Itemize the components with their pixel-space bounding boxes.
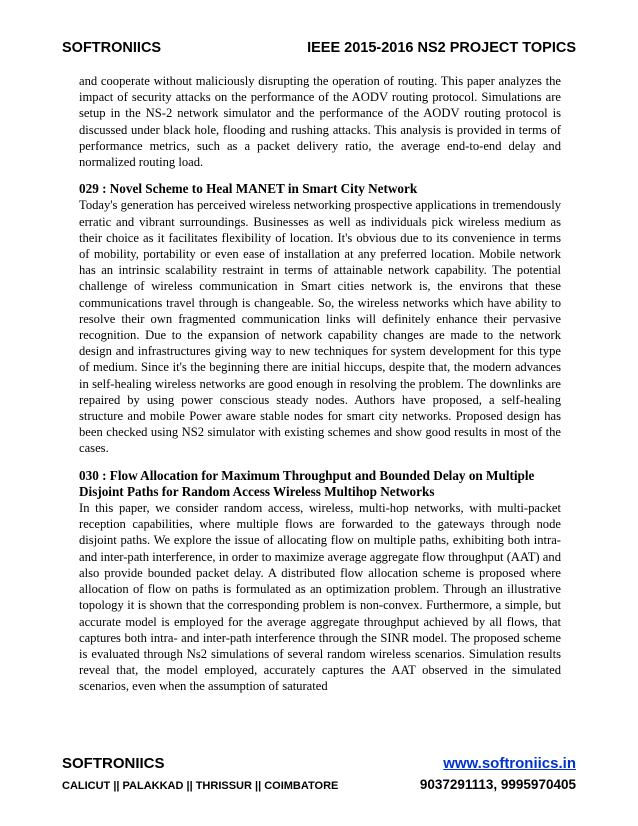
item-030-body: In this paper, we consider random access, wireless, multi-hop networks, with multi-packet reception capabilities, where multiple flows are forwarded to the gateways through node disjoint paths. We explore the issue of allocating flow on multiple paths, exhibiting both intra- and inter-path interference, in order to maximize average aggregate flow throughput (AAT) and also provide bounded packet delay. A distributed flow allocation scheme is proposed where allocation of flow on paths is formulated as an optimization problem. Through an illustrative topology it is shown that the corresponding problem is non-convex. Furthermore, a simple, but accurate model is employed for the average aggregate throughput achieved by all flows, that captures both intra- and inter-path interference through the SINR model. The proposed scheme is evaluated through Ns2 simulations of several random wireless scenarios. Simulation results reveal that, the model employed, accurately captures the AAT observed in the simulated scenarios, even when the assumption of saturated [79, 501, 561, 694]
item-030-title: 030 : Flow Allocation for Maximum Throughput and Bounded Delay on Multiple Disjoint Paths for Random Access Wireless Multihop Networks [79, 467, 535, 499]
intro-paragraph: and cooperate without maliciously disrupting the operation of routing. This paper analyzes the impact of security attacks on the performance of the AODV routing protocol. Simulations are setup in the NS-2 network simulator and the performance of the AODV routing protocol is discussed under black hole, flooding and rushing attacks. This analysis is provided in terms of performance metrics, such as a packet delivery ratio, the average end-to-end delay and normalized routing load. [79, 74, 561, 170]
page-footer [62, 755, 576, 805]
page-header [62, 40, 576, 62]
website-link[interactable]: www.softroniics.in [443, 755, 576, 772]
header-title: IEEE 2015-2016 NS2 PROJECT TOPICS [307, 40, 576, 56]
footer-phones: 9037291113, 9995970405 [419, 777, 576, 792]
header-brand: SOFTRONIICS [62, 40, 162, 56]
item-029-body: Today's generation has perceived wireless networking prospective applications in tremendously erratic and vibrant surroundings. Businesses as well as individuals pick wireless medium as their choice as it facilitates flexibility of location. It's obvious due to its convenience in terms of mobility, portability or even ease of installation at any preferred location. Mobile network has an intrinsic scalability restraint in terms of attainable network capability. The potential challenge of wireless communication in Smart cities network is, the environs that these communications travel through is changeable. So, the wireless networks which have ability to resolve their own fragmented communication links will definitely enhance their pervasive recognition. Due to the expansion of network capability changes are made to the network design and infrastructures giving way to new techniques for system development for this type of medium. Since it's the beginning there are initial hiccups, despite that, the modern advances in self-healing wireless networks are good enough in resolving the problem. The downlinks are repaired by using power conscious steady nodes. Authors have proposed, a self-healing structure and mobile Power aware stable nodes for smart city networks. Proposed design has been checked using NS2 simulator with existing schemes and show good results in most of the cases. [79, 198, 561, 456]
item-029-title: 029 : Novel Scheme to Heal MANET in Smart City Network [79, 181, 418, 197]
footer-brand: SOFTRONIICS [62, 755, 165, 772]
document-body [79, 73, 561, 695]
footer-locations: CALICUT || PALAKKAD || THRISSUR || COIMBATORE [62, 780, 339, 792]
